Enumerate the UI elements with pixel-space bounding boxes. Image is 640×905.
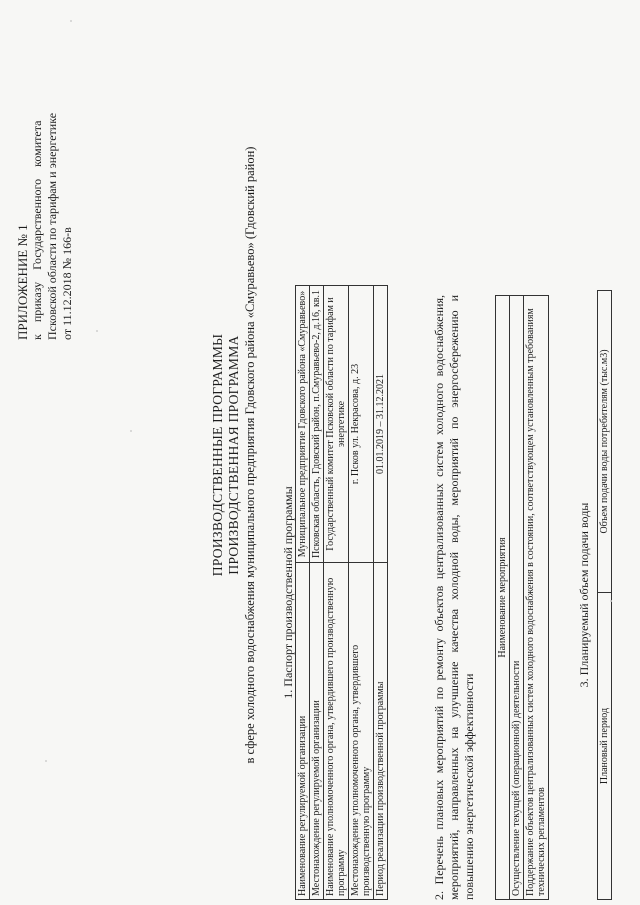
section3-heading: 3. Планируемый объем подачи воды (577, 502, 591, 688)
measures-table (495, 295, 549, 900)
passport-label: Наименование регулируемой организации (296, 563, 310, 900)
volume-table (597, 290, 612, 900)
passport-label: Местонахождение уполномоченного органа, утвердившего производственную программу (349, 563, 374, 900)
passport-label: Наименование уполномоченного органа, утвердившего производственную программу (324, 563, 349, 900)
volume-col-period: Плановый период (598, 593, 612, 900)
measure-item: Поддержание объектов централизованных систем холодного водоснабжения в состоянии, соответствующем установленным требованиям технических регламентов (524, 296, 549, 900)
document-title (210, 10, 258, 900)
table-row (496, 296, 510, 900)
table-row (310, 286, 324, 900)
passport-value: Муниципальное предприятие Гдовского района «Смуравьево» (296, 286, 310, 563)
volume-col-amount: Объем подачи воды потребителям (тыс.м3) (598, 291, 612, 593)
table-row (524, 296, 549, 900)
title-line-2: ПРОИЗВОДСТВЕННАЯ ПРОГРАММА (226, 335, 241, 575)
passport-value: Государственный комитет Псковской области по тарифам и энергетике (324, 286, 349, 563)
appendix-block (15, 40, 75, 340)
appendix-heading: ПРИЛОЖЕНИЕ № 1 (15, 224, 30, 340)
table-row (324, 286, 349, 900)
rotated-document (5, 10, 625, 900)
scan-speck (96, 330, 98, 332)
passport-value: 01.01.2019 – 31.12.2021 (374, 286, 388, 563)
table-row (296, 286, 310, 900)
scan-speck (610, 600, 612, 602)
table-row (598, 291, 612, 900)
table-row (374, 286, 388, 900)
appendix-line-3: от 11.12.2018 № 166-в (60, 227, 74, 340)
passport-value: Псковская область, Гдовский район, п.Смуравьево-2, д.16, кв.1 (310, 286, 324, 563)
table-row (349, 286, 374, 900)
scan-speck (70, 20, 72, 22)
passport-value: г. Псков ул. Некрасова, д. 23 (349, 286, 374, 563)
appendix-line-2: Псковской области по тарифам и энергетике (45, 112, 59, 340)
passport-table (295, 285, 388, 900)
title-line-1: ПРОИЗВОДСТВЕННЫЕ ПРОГРАММЫ (210, 333, 225, 577)
passport-label: Местонахождение регулируемой организации (310, 563, 324, 900)
table-row (510, 296, 524, 900)
appendix-line-1: к приказу Государственного комитета (30, 120, 44, 340)
measure-item: Осуществление текущей (операционной) деятельности (510, 296, 524, 900)
section2-paragraph: 2. Перечень плановых мероприятий по ремонту объектов централизованных систем холодного водоснабжения, мероприятий, направленных на улучшение качества холодной воды, мероприятий по энергосбережению и повышению энергетической эффективности (432, 295, 476, 900)
scan-speck (45, 760, 47, 762)
measures-header: Наименование мероприятия (496, 296, 510, 900)
title-line-3: в сфере холодного водоснабжения муниципального предприятия Гдовского района «Смуравьево» (Гдовский район) (243, 146, 257, 764)
scan-speck (130, 430, 132, 432)
section1-heading: 1. Паспорт производственной программы (281, 486, 295, 699)
passport-label: Период реализации производственной программы (374, 563, 388, 900)
